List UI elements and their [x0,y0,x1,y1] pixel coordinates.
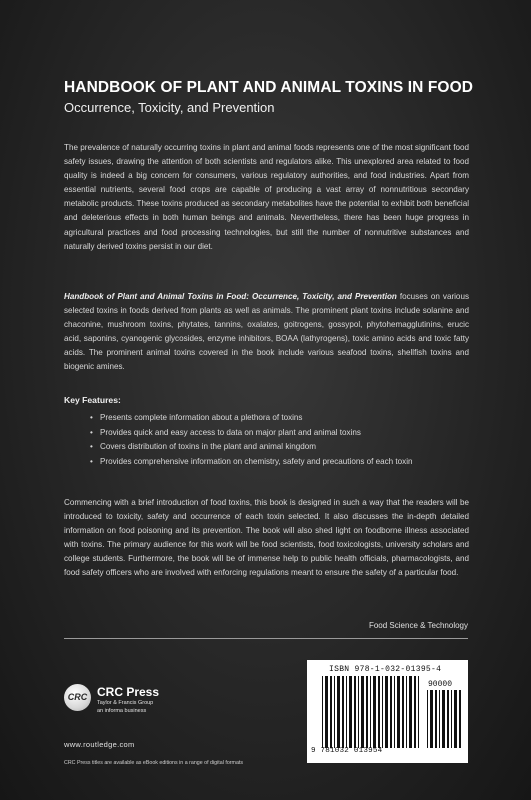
isbn-label: ISBN 978-1-032-01395-4 [329,665,442,674]
description-paragraph-1: The prevalence of naturally occurring toxins in plant and animal foods represents one of the most significant food safety issues, drawing the attention of both scientists and regulators alike. This unexplored area related to food quality is indeed a big concern for consumers, various regulatory authorities, and food industries. Apart from essential nutrients, several food crops are capable of producing a vast array of nonnutritious secondary metabolic products. These toxins produced as secondary metabolites have the potential to exhibit both beneficial and deleterious effects in both human beings and animals. Nevertheless, there has been huge progress in agricultural practices and food processing technologies, but still the number of nonnutritive substances and naturally derived toxins persist in our diet. [64,143,469,251]
list-item-text: Covers distribution of toxins in the plant and animal kingdom [100,442,316,452]
bullet-icon: • [90,456,93,466]
barcode-panel [307,660,468,763]
barcode-digits: 9 781032 013954 [311,747,383,755]
publisher-group: Taylor & Francis Group [97,700,154,706]
list-item [64,455,484,470]
publisher-logo [64,684,264,734]
list-item-text: Provides comprehensive information on chemistry, safety and precautions of each toxin [100,456,413,466]
list-item [64,426,484,441]
description-paragraph-2 [64,290,469,375]
book-title: HANDBOOK OF PLANT AND ANIMAL TOXINS IN FOOD [64,79,474,96]
divider [64,638,468,639]
description-paragraph-3: Commencing with a brief introduction of food toxins, this book is designed in such a way that the readers will be introduced to toxicity, safety and occurrence of each toxin selected. It also discusses the in-depth detailed information on food poisoning and its prevention. The book will also shed light on foodborne illness associated with toxins. The primary audience for this work will be food scientists, food toxicologists, university scholars and college students. Furthermore, the book will be of immense help to public health officials, pharmacologists, and food safety officers who are involved with enforcing regulations meant to ensure the safety of a particular food. [64,498,469,578]
bullet-icon: • [90,413,93,422]
price-code: 90000 [428,680,453,689]
ebook-note: CRC Press titles are available as eBook editions in a range of digital formats [64,760,244,766]
barcode-addon-icon [426,690,462,748]
barcode-icon [321,676,423,748]
subject-category: Food Science & Technology [368,621,468,630]
crc-logo-icon: CRC [64,684,91,711]
publisher-tagline: an informa business [97,708,147,714]
publisher-website[interactable]: www.routledge.com [64,740,135,749]
list-item [64,440,484,455]
list-item [64,411,484,426]
paragraph-2-body: focuses on various selected toxins in foods derived from plants as well as animals. The prominent plant toxins include solanine and chaconine, mushroom toxins, phytates, tannins, oxalates, goitrogens, gossypol, phytohemagglutinins, erucic acid, saponins, cyanogenic glycosides, enzyme inhibitors, BOAA (lathyrogens), toxic amino acids and toxic fatty acids. The prominent animal toxins covered in the book include various seafood toxins, shellfish toxins and biogenic amines. [64,292,469,372]
key-features-list [64,411,484,469]
key-features-heading: Key Features: [64,395,121,405]
bullet-icon: • [90,442,93,452]
book-title-inline: Handbook of Plant and Animal Toxins in Food: Occurrence, Toxicity, and Prevention [64,292,397,301]
book-subtitle: Occurrence, Toxicity, and Prevention [64,100,275,115]
list-item-text: Provides quick and easy access to data on major plant and animal toxins [100,427,361,437]
publisher-name: CRC Press [97,685,160,699]
bullet-icon: • [90,427,93,437]
list-item-text: Presents complete information about a plethora of toxins [100,413,303,422]
